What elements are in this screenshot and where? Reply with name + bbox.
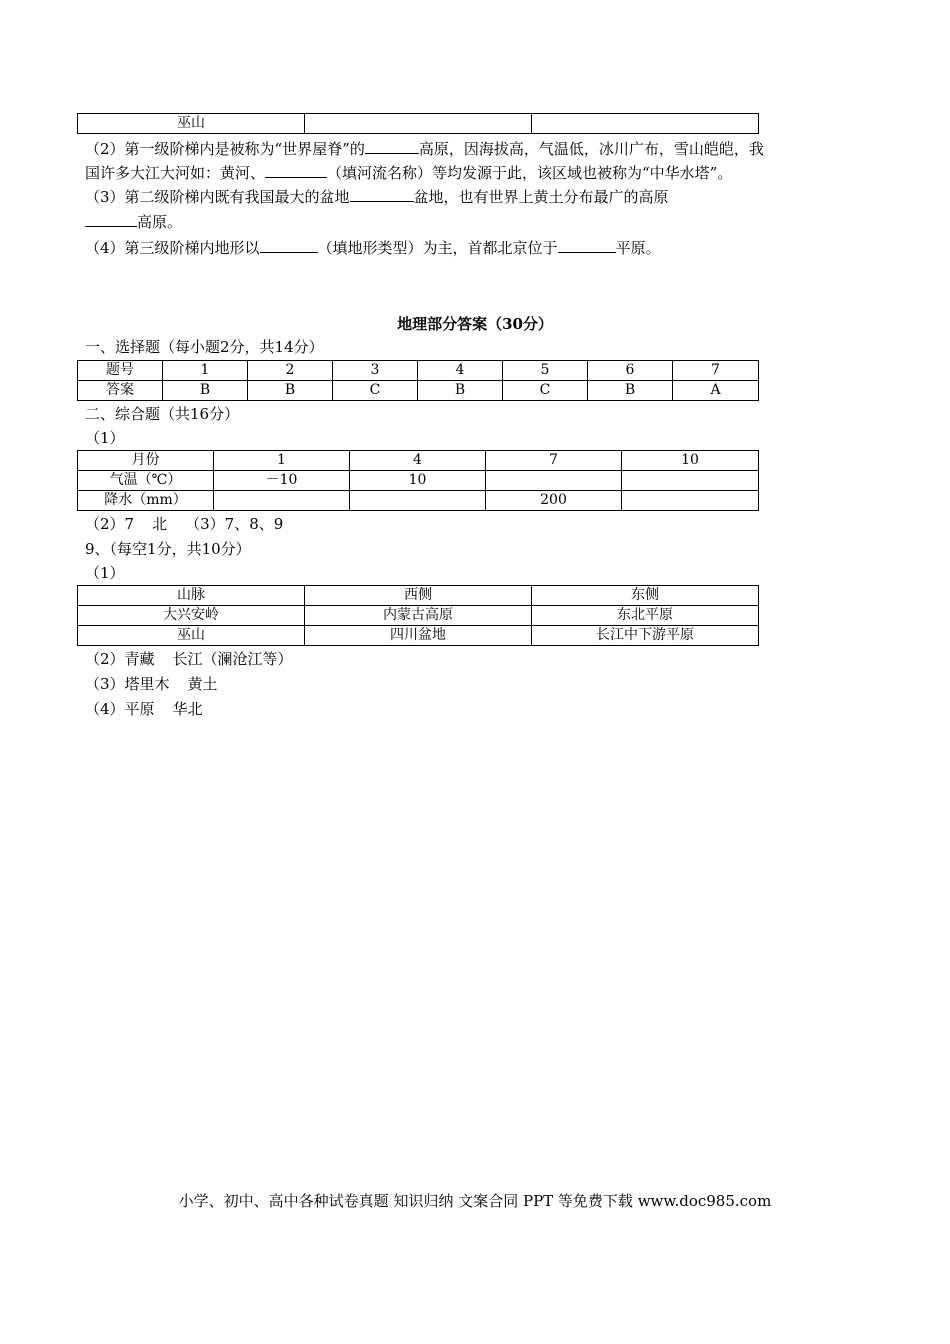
table-header-cell: 东侧 xyxy=(532,586,759,606)
top-table xyxy=(77,113,759,134)
text: 华北 xyxy=(172,700,203,718)
text: （3）7、8、9 xyxy=(185,515,284,533)
question-9-heading: 9、（每空1分，共10分） xyxy=(85,540,251,558)
table-header-cell: 山脉 xyxy=(78,586,305,606)
text: （填河流名称）等均发源于此，该区域也被称为“中华水塔”。 xyxy=(327,164,733,182)
text: 长江（澜沧江等） xyxy=(172,650,293,668)
question-2-line-1 xyxy=(85,137,764,161)
table-header-cell: 10 xyxy=(622,451,759,471)
choice-answer-table xyxy=(77,360,759,401)
part-1-label: （1） xyxy=(85,429,125,447)
text: 盆地，也有世界上黄土分布最广的高原 xyxy=(413,188,669,206)
answer-blank xyxy=(350,187,414,202)
table-cell: 答案 xyxy=(78,381,163,401)
table-row xyxy=(78,491,759,511)
answer-blank xyxy=(265,163,327,178)
answer-9-4 xyxy=(85,697,203,721)
section-2-heading: 二、综合题（共16分） xyxy=(85,405,240,423)
table-header-cell: 6 xyxy=(588,361,673,381)
table-cell: 大兴安岭 xyxy=(78,606,305,626)
table-cell xyxy=(305,114,532,134)
table-cell: B xyxy=(418,381,503,401)
table-row xyxy=(78,626,759,646)
table-header-cell: 题号 xyxy=(78,361,163,381)
table-row xyxy=(78,114,759,134)
answer-line-2-3 xyxy=(85,512,283,536)
section-1-heading: 一、选择题（每小题2分，共14分） xyxy=(85,338,324,356)
climate-table xyxy=(77,450,759,511)
text: （3）第二级阶梯内既有我国最大的盆地 xyxy=(85,188,350,206)
table-header-cell: 月份 xyxy=(78,451,214,471)
text: 高原，因海拔高，气温低，冰川广布，雪山皑皑，我 xyxy=(418,140,764,158)
text: （填地形类型）为主，首都北京位于 xyxy=(317,239,558,257)
text: （3）塔里木 xyxy=(85,675,170,693)
question-2-line-2 xyxy=(85,161,732,185)
table-cell: A xyxy=(673,381,759,401)
table-header-cell: 西侧 xyxy=(305,586,532,606)
text: （4）平原 xyxy=(85,700,155,718)
text: 国许多大江大河如：黄河、 xyxy=(85,164,266,182)
table-row xyxy=(78,586,759,606)
table-row xyxy=(78,606,759,626)
question-3-line-2 xyxy=(85,210,182,234)
table-cell xyxy=(622,491,759,511)
table-cell xyxy=(532,114,759,134)
table-header-cell: 4 xyxy=(418,361,503,381)
table-cell: 10 xyxy=(350,471,486,491)
table-header-cell: 1 xyxy=(163,361,248,381)
text: 北 xyxy=(152,515,168,533)
table-cell xyxy=(622,471,759,491)
table-cell: 巫山 xyxy=(78,626,305,646)
mountain-table xyxy=(77,585,759,646)
text: （4）第三级阶梯内地形以 xyxy=(85,239,260,257)
answer-blank xyxy=(260,238,318,253)
answer-blank xyxy=(558,238,616,253)
table-cell: B xyxy=(163,381,248,401)
table-header-cell: 1 xyxy=(214,451,350,471)
table-cell: 降水（mm） xyxy=(78,491,214,511)
table-cell: 长江中下游平原 xyxy=(532,626,759,646)
text: （2）青藏 xyxy=(85,650,155,668)
text: 平原。 xyxy=(615,239,661,257)
answer-blank xyxy=(365,139,419,154)
answer-9-3 xyxy=(85,672,218,696)
table-cell: B xyxy=(248,381,333,401)
table-cell: 内蒙古高原 xyxy=(305,606,532,626)
table-row xyxy=(78,381,759,401)
table-row xyxy=(78,451,759,471)
table-cell: 气温（℃） xyxy=(78,471,214,491)
text: 黄土 xyxy=(187,675,218,693)
text: 高原。 xyxy=(137,213,183,231)
table-header-cell: 7 xyxy=(673,361,759,381)
question-4-line xyxy=(85,236,661,260)
table-header-cell: 5 xyxy=(503,361,588,381)
text: （2）7 xyxy=(85,515,135,533)
table-header-cell: 7 xyxy=(486,451,622,471)
table-cell xyxy=(350,491,486,511)
table-header-cell: 3 xyxy=(333,361,418,381)
text: （2）第一级阶梯内是被称为“世界屋脊”的 xyxy=(85,140,365,158)
table-cell: 东北平原 xyxy=(532,606,759,626)
table-header-cell: 2 xyxy=(248,361,333,381)
table-cell: C xyxy=(333,381,418,401)
table-cell xyxy=(486,471,622,491)
table-row xyxy=(78,361,759,381)
table-cell xyxy=(214,491,350,511)
table-cell: 四川盆地 xyxy=(305,626,532,646)
table-cell: B xyxy=(588,381,673,401)
question-9-part-1: （1） xyxy=(85,564,125,582)
table-header-cell: 4 xyxy=(350,451,486,471)
question-3-line-1 xyxy=(85,185,669,209)
answer-9-2 xyxy=(85,647,293,671)
answers-title: 地理部分答案（30分） xyxy=(397,315,553,333)
table-row xyxy=(78,471,759,491)
table-cell: 巫山 xyxy=(78,114,305,134)
answer-blank xyxy=(85,212,137,227)
table-cell: －10 xyxy=(214,471,350,491)
table-cell: 200 xyxy=(486,491,622,511)
page-footer: 小学、初中、高中各种试卷真题 知识归纳 文案合同 PPT 等免费下载 www.doc985.com xyxy=(178,1192,772,1210)
table-cell: C xyxy=(503,381,588,401)
